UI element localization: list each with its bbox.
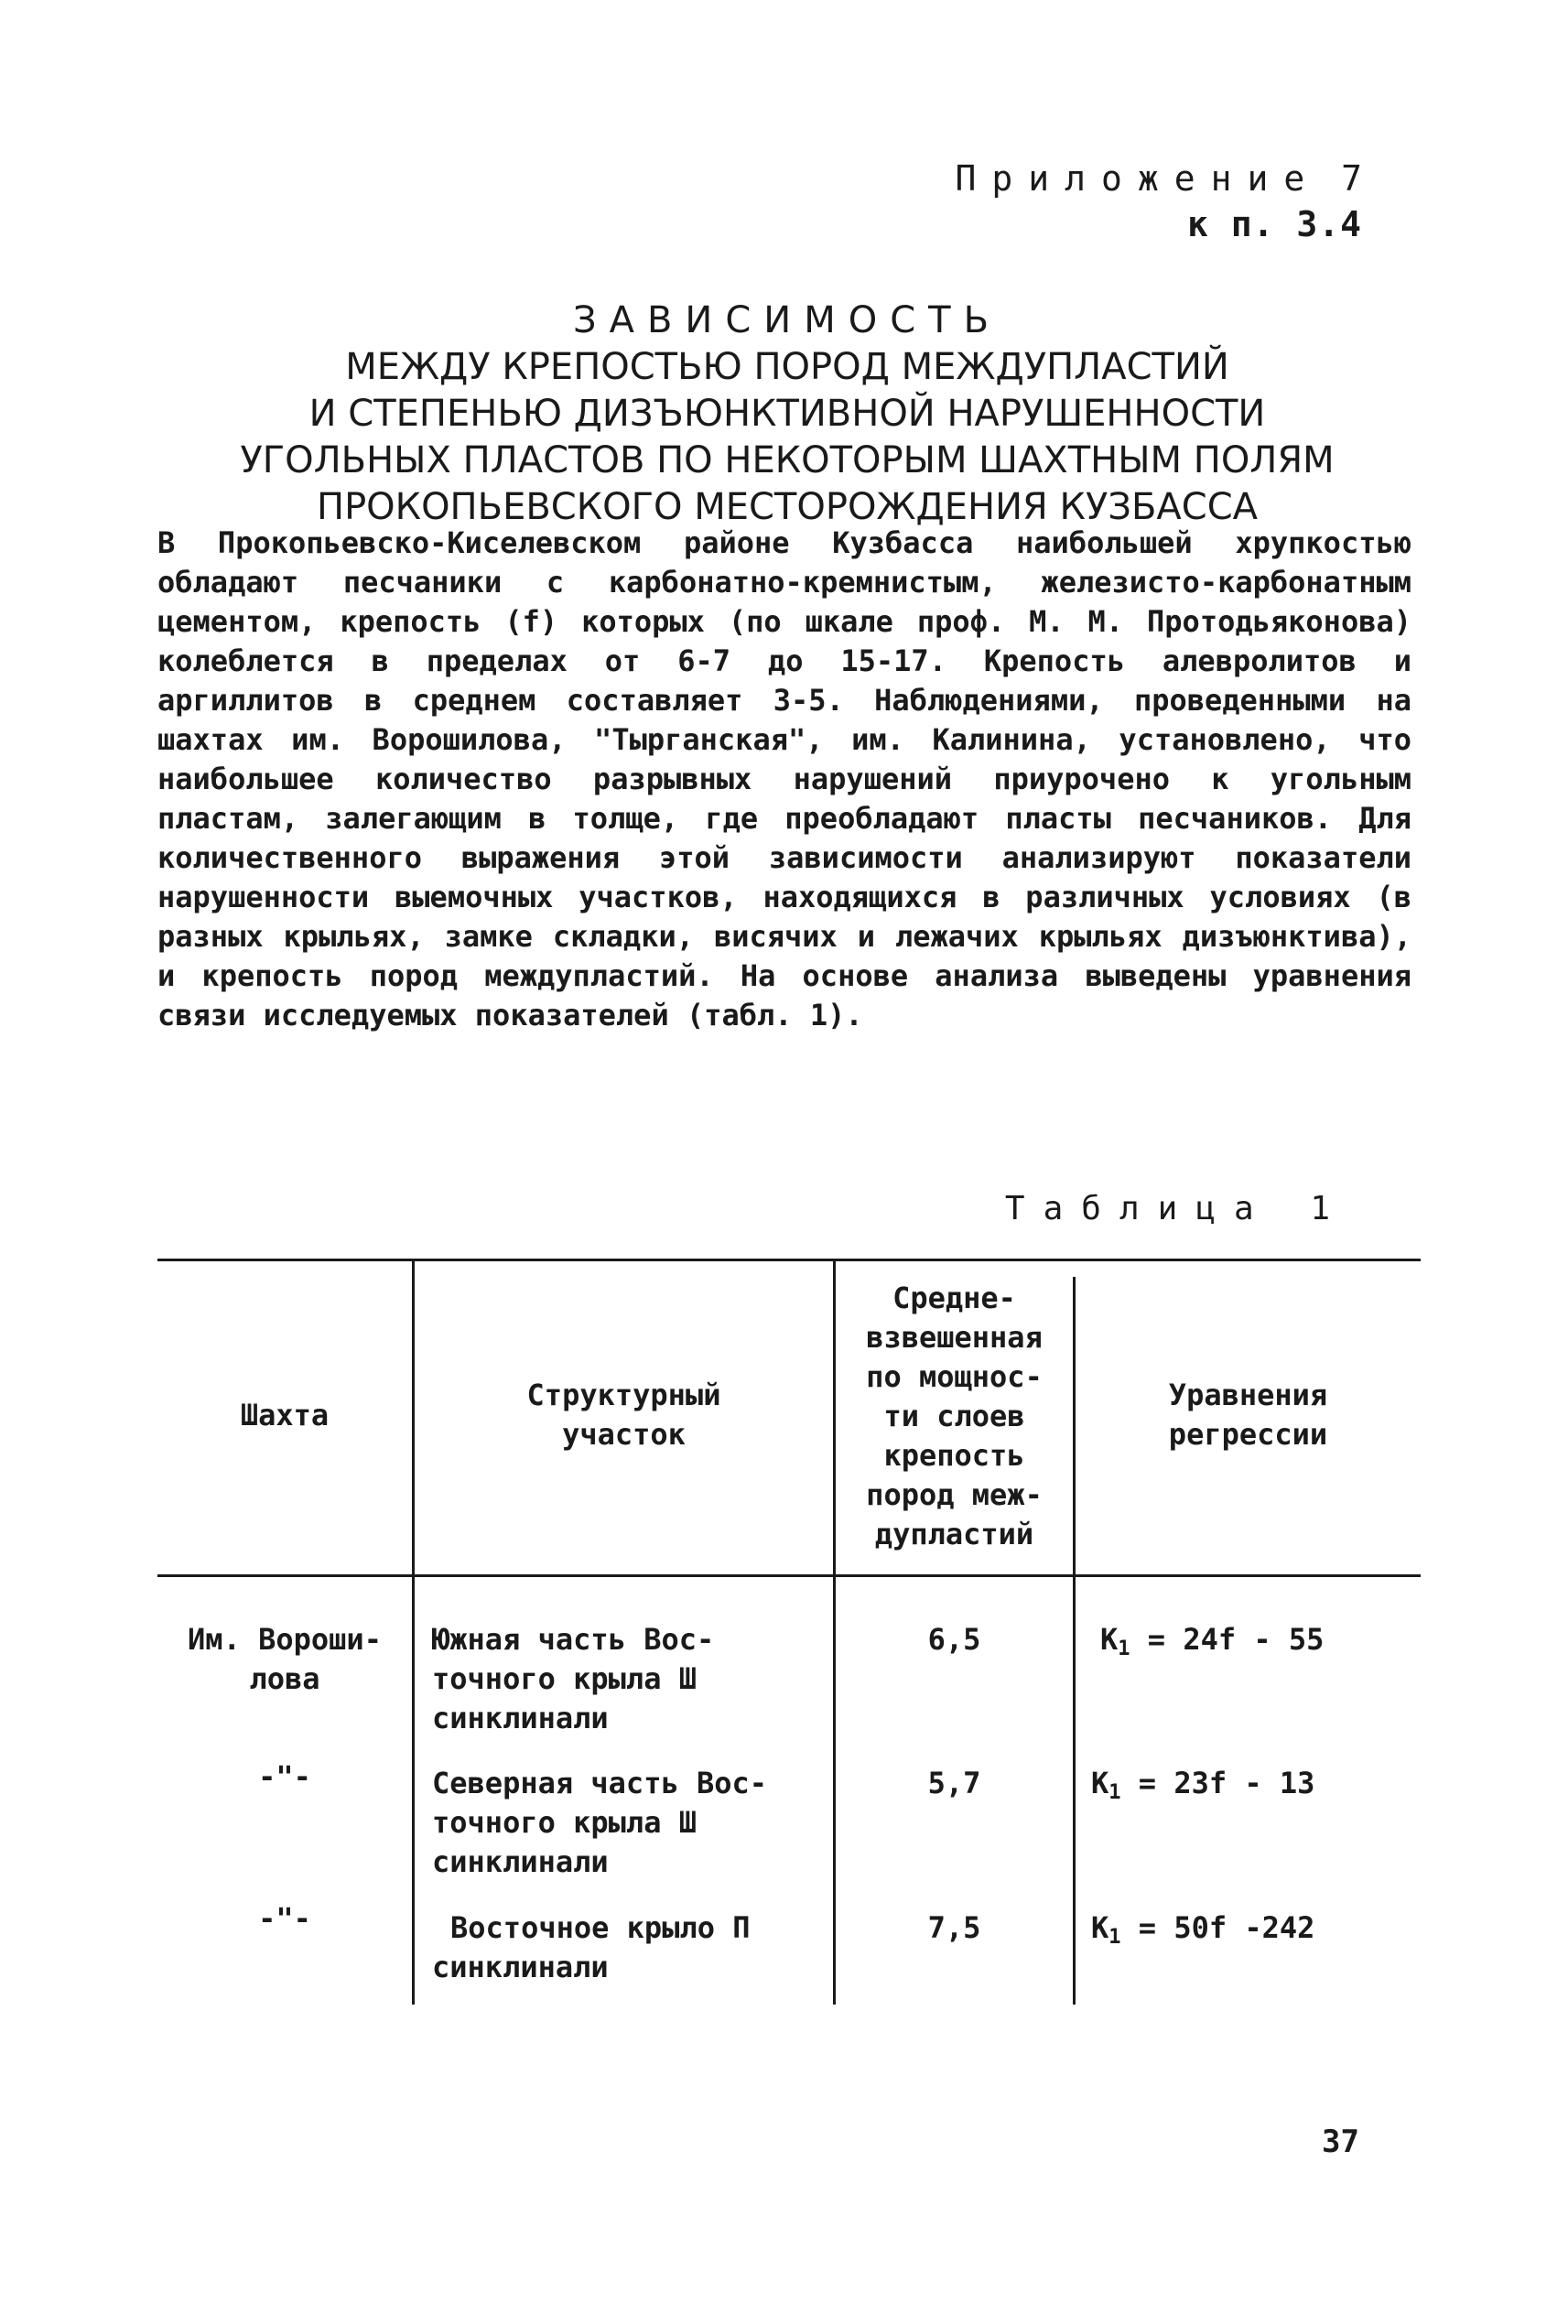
row-2-strength: 5,7 — [927, 1766, 981, 1800]
header-equation-line-1: Уравнения — [1168, 1378, 1328, 1412]
appendix-header — [955, 156, 1362, 247]
row-2-area-line-3: синклинали — [432, 1844, 609, 1879]
title-line-4: УГОЛЬНЫХ ПЛАСТОВ ПО НЕКОТОРЫМ ШАХТНЫМ ПОЛЯМ — [240, 439, 1335, 481]
table-caption: Таблица 1 — [1004, 1190, 1348, 1227]
row-3-area-line-2: синклинали — [432, 1950, 609, 1984]
table-top-rule — [157, 1259, 1421, 1261]
row-1-area — [432, 1620, 833, 1738]
row-2-mine: -"- — [258, 1759, 311, 1794]
row-1-mine-line-2: лова — [249, 1661, 320, 1696]
appendix-number: 7 — [1341, 158, 1362, 199]
row-3-mine: -"- — [258, 1901, 311, 1936]
header-strength-line-7: дупластий — [874, 1517, 1034, 1551]
header-equation — [1076, 1376, 1421, 1454]
row-1-mine-line-1: Им. Вороши- — [188, 1622, 382, 1657]
document-title — [137, 297, 1437, 531]
row-1-strength: 6,5 — [927, 1622, 981, 1657]
row-2-eq-rest: = 23f - 13 — [1138, 1766, 1315, 1800]
row-2-equation — [1091, 1764, 1421, 1812]
row-3-strength: 7,5 — [927, 1910, 981, 1945]
appendix-reference: к п. 3.4 — [1186, 204, 1362, 244]
row-1-eq-rest: = 24f - 55 — [1147, 1622, 1325, 1657]
table-col-divider-1 — [412, 1259, 415, 2005]
header-mine: Шахта — [240, 1398, 330, 1432]
row-2-area — [432, 1764, 833, 1882]
header-area — [415, 1376, 833, 1454]
header-strength-line-4: ти слоев — [883, 1399, 1025, 1433]
row-1-eq-sub: 1 — [1118, 1638, 1130, 1660]
row-1-mine — [157, 1620, 412, 1699]
row-1-area-line-1: Южная часть Вос- — [432, 1622, 715, 1657]
row-1-eq-k: K — [1100, 1622, 1119, 1657]
row-3-eq-rest: = 50f -242 — [1138, 1910, 1315, 1945]
row-2-area-line-1: Северная часть Вос- — [432, 1766, 768, 1800]
header-equation-line-2: регрессии — [1168, 1417, 1328, 1452]
header-strength-line-3: по мощнос- — [866, 1359, 1043, 1394]
row-3-equation — [1091, 1908, 1421, 1957]
title-line-1: ЗАВИСИМОСТЬ — [572, 299, 1002, 341]
page-number: 37 — [1322, 2124, 1359, 2160]
title-line-3: И СТЕПЕНЬЮ ДИЗЪЮНКТИВНОЙ НАРУШЕННОСТИ — [308, 393, 1266, 435]
header-strength — [836, 1279, 1073, 1554]
regression-table — [157, 1259, 1421, 2009]
header-strength-line-2: взвешенная — [866, 1320, 1043, 1355]
row-2-area-line-2: точного крыла Ш — [432, 1805, 697, 1840]
row-2-eq-sub: 1 — [1108, 1781, 1121, 1804]
row-1-area-line-2: точного крыла Ш — [432, 1661, 697, 1696]
appendix-label: Приложение — [955, 158, 1321, 199]
title-line-5: ПРОКОПЬЕВСКОГО МЕСТОРОЖДЕНИЯ КУЗБАССА — [316, 486, 1258, 528]
header-strength-line-1: Средне- — [892, 1281, 1016, 1315]
row-2-eq-k: K — [1091, 1766, 1109, 1800]
row-3-eq-k: K — [1091, 1910, 1109, 1945]
row-1-area-line-3: синклинали — [432, 1701, 609, 1735]
table-header-rule — [157, 1574, 1421, 1577]
title-line-2: МЕЖДУ КРЕПОСТЬЮ ПОРОД МЕЖДУПЛАСТИЙ — [345, 346, 1229, 388]
row-3-area — [432, 1908, 833, 1987]
row-1-equation — [1100, 1620, 1421, 1669]
header-area-line-2: участок — [562, 1417, 686, 1452]
row-3-area-line-1: Восточное крыло П — [450, 1910, 751, 1945]
header-strength-line-6: пород меж- — [866, 1477, 1043, 1512]
body-paragraph: В Прокопьевско-Киселевском районе Кузбасса наибольшей хрупкостью обладают песчаники с карбонатно-кремнистым, железисто-карбонатным цементом, крепость (f) которых (по шкале проф. М. М. Протодьяконова) колеблется в пределах от 6-7 до 15-17. Крепость алевролитов и аргиллитов в среднем составляет 3-5. Наблюдениями, проведенными на шахтах им. Ворошилова, "Тырганская", им. Калинина, установлено, что наибольшее количество разрывных нарушений приурочено к угольным пластам, залегающим в толще, где преобладают пласты песчаников. Для количественного выражения этой зависимости анализируют показатели нарушенности выемочных участков, находящихся в различных условиях (в разных крыльях, замке складки, висячих и лежачих крыльях дизъюнктива), и крепость пород междупластий. На основе анализа выведены уравнения связи исследуемых показателей (табл. 1). — [157, 525, 1411, 1032]
header-strength-line-5: крепость — [883, 1438, 1025, 1473]
header-area-line-1: Структурный — [526, 1378, 721, 1412]
row-3-eq-sub: 1 — [1108, 1926, 1121, 1949]
